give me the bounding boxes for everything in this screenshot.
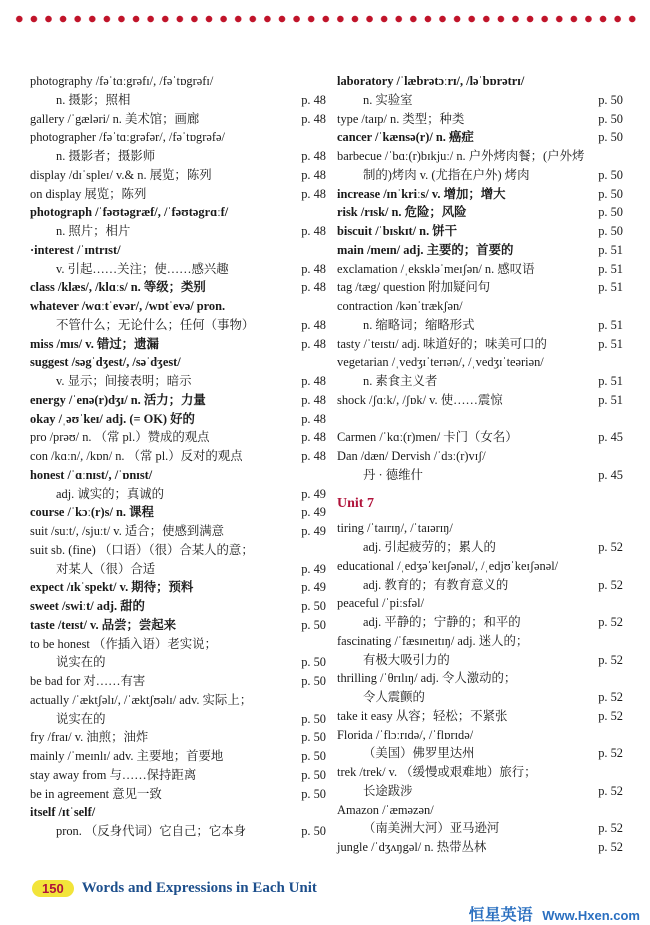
right-column [337, 72, 623, 857]
entry-text: 对某人（很）合适 [56, 561, 156, 576]
page-reference: p. 48 [301, 92, 326, 107]
entry-line [30, 447, 326, 466]
entry-text: peaceful /ˈpiːsfəl/ [337, 596, 425, 611]
entry-text: tiring /ˈtaɪrɪŋ/, /ˈtaɪərɪŋ/ [337, 521, 453, 536]
vocab-entry [30, 297, 326, 335]
entry-text: n. 缩略词；缩略形式 [363, 317, 475, 332]
entry-text: n. 摄影；照相 [56, 92, 131, 107]
page-reference: p. 48 [301, 111, 326, 126]
page-reference: p. 52 [598, 615, 623, 629]
entry-text: expect /ɪkˈspekt/ v. 期待；预料 [30, 580, 194, 595]
entry-line [30, 522, 326, 541]
entry-text: mainly /ˈmeɪnlɪ/ adv. 主要地；首要地 [30, 749, 224, 763]
entry-line [30, 635, 326, 654]
vocab-entry [337, 391, 623, 410]
entry-text: （南美洲大河）亚马逊河 [363, 821, 500, 836]
vocab-entry [30, 166, 326, 185]
entry-line [337, 241, 623, 260]
entry-text: photography /fəˈtɑːgrəfɪ/, /fəˈtɒgrəfɪ/ [30, 74, 214, 88]
entry-text: fry /fraɪ/ v. 油煎；油炸 [30, 730, 149, 745]
entry-text: tasty /ˈteɪstɪ/ adj. 味道好的；味美可口的 [337, 336, 547, 351]
entry-text: jungle /ˈdʒʌŋgəl/ n. 热带丛林 [337, 840, 487, 854]
vocab-entry [30, 785, 326, 804]
vocab-entry [30, 110, 326, 129]
vocab-entry [337, 128, 623, 147]
left-column [30, 72, 326, 841]
page-reference: p. 50 [301, 674, 326, 688]
vocab-entry [30, 578, 326, 597]
vocab-entry [337, 241, 623, 260]
page-reference: p. 50 [598, 167, 623, 182]
entry-text: （美国）佛罗里达州 [363, 746, 475, 761]
page-reference: p. 50 [301, 824, 326, 838]
page-reference: p. 50 [598, 205, 623, 220]
vocab-entry [337, 763, 623, 801]
entry-text: Dan /dæn/ Dervish /ˈdɜː(r)vɪʃ/ [337, 449, 486, 463]
page-reference: p. 48 [301, 430, 326, 445]
vocab-entry [30, 335, 326, 354]
vocab-entry [30, 728, 326, 747]
entry-text: on display 展览；陈列 [30, 186, 147, 201]
entry-line [337, 128, 623, 147]
entry-text: risk /rɪsk/ n. 危险；风险 [337, 205, 467, 220]
page-reference: p. 48 [301, 374, 326, 388]
entry-line [337, 147, 623, 166]
entry-line [337, 744, 623, 763]
entry-text: energy /ˈenə(r)dʒɪ/ n. 活力；力量 [30, 392, 206, 407]
entry-line [30, 597, 326, 616]
page-footer [32, 877, 317, 899]
entry-line [337, 316, 623, 335]
entry-line [30, 166, 326, 185]
entry-text: n. 实验室 [363, 92, 413, 107]
vocab-entry [30, 766, 326, 785]
page-reference: p. 50 [301, 617, 326, 632]
page-reference: p. 51 [598, 280, 623, 295]
entry-text: 制的)烤肉 v. (尤指在户外) 烤肉 [363, 167, 530, 182]
page-reference: p. 51 [598, 242, 623, 257]
entry-line [337, 726, 623, 745]
vocab-entry [337, 335, 623, 354]
entry-line [337, 466, 623, 485]
page-reference: p. 45 [598, 430, 623, 445]
vocab-entry [337, 278, 623, 297]
entry-text: biscuit /ˈbɪskɪt/ n. 饼干 [337, 224, 458, 238]
entry-line [337, 557, 623, 576]
entry-text: pro /prəʊ/ n. （常 pl.）赞成的观点 [30, 430, 210, 445]
entry-text: adj. 平静的；宁静的；和平的 [363, 615, 521, 629]
entry-line [337, 519, 623, 538]
vocab-entry [30, 691, 326, 729]
page-reference: p. 48 [301, 261, 326, 276]
page-reference: p. 50 [301, 655, 326, 670]
entry-line [30, 710, 326, 729]
entry-text: Florida /ˈflɔːrɪdə/, /ˈflɒrɪdə/ [337, 727, 474, 742]
vocab-entry [30, 522, 326, 541]
page-reference: p. 51 [598, 392, 623, 407]
entry-line [337, 651, 623, 670]
spacer [337, 410, 623, 429]
entry-line [30, 803, 326, 822]
vocab-entry [30, 597, 326, 616]
vocab-entry [337, 838, 623, 857]
entry-line [337, 203, 623, 222]
entry-line [30, 428, 326, 447]
entry-text: n. 摄影者；摄影师 [56, 149, 156, 163]
vocab-entry [30, 410, 326, 429]
entry-text: Carmen /ˈkɑː(r)men/ 卡门（女名） [337, 430, 518, 445]
entry-line [337, 278, 623, 297]
page-reference: p. 50 [301, 711, 326, 726]
page-reference: p. 50 [598, 224, 623, 238]
entry-line [30, 560, 326, 579]
page-reference: p. 50 [301, 599, 326, 613]
page-reference: p. 51 [598, 261, 623, 276]
entry-line [337, 707, 623, 726]
entry-line [30, 410, 326, 429]
vocab-entry [30, 672, 326, 691]
entry-line [30, 353, 326, 372]
page-reference: p. 49 [301, 524, 326, 538]
entry-line [337, 763, 623, 782]
page-reference: p. 50 [301, 767, 326, 782]
entry-text: laboratory /ˈlæbrətɔːrɪ/, /ləˈbɒrətrɪ/ [337, 74, 525, 88]
vocab-entry [30, 447, 326, 466]
page-reference: p. 52 [598, 746, 623, 761]
page-reference: p. 52 [598, 708, 623, 723]
entry-text: barbecue /ˈbɑː(r)bɪkjuː/ n. 户外烤肉餐；(户外烤 [337, 149, 585, 163]
entry-text: shock /ʃɑːk/, /ʃɒk/ v. 使……震惊 [337, 392, 503, 407]
entry-text: taste /teɪst/ v. 品尝；尝起来 [30, 617, 177, 632]
entry-line [30, 653, 326, 672]
page-reference: p. 52 [598, 652, 623, 667]
page-reference: p. 50 [301, 730, 326, 745]
entry-line [337, 447, 623, 466]
vocab-entry [337, 110, 623, 129]
page-reference: p. 51 [598, 317, 623, 332]
page-reference: p. 50 [301, 749, 326, 763]
entry-line [30, 541, 326, 560]
vocab-entry [337, 297, 623, 335]
page-reference: p. 48 [301, 411, 326, 426]
entry-text: increase /ɪnˈkriːs/ v. 增加；增大 [337, 186, 506, 201]
entry-line [30, 372, 326, 391]
entry-text: main /meɪn/ adj. 主要的；首要的 [337, 242, 514, 257]
vocab-entry [337, 447, 623, 485]
entry-line [337, 72, 623, 91]
entry-line [337, 185, 623, 204]
entry-text: display /dɪˈspleɪ/ v.& n. 展览；陈列 [30, 167, 212, 182]
entry-line [30, 503, 326, 522]
vocab-entry [30, 503, 326, 522]
entry-line [337, 91, 623, 110]
page-reference: p. 51 [598, 336, 623, 351]
entry-line [337, 335, 623, 354]
entry-line [337, 110, 623, 129]
vocab-entry [337, 353, 623, 391]
vocab-entry [337, 260, 623, 279]
entry-line [337, 594, 623, 613]
vocab-entry [337, 428, 623, 447]
entry-text: fascinating /ˈfæsɪneɪtɪŋ/ adj. 迷人的； [337, 633, 529, 648]
entry-line [30, 241, 326, 260]
entry-line [30, 728, 326, 747]
page-reference: p. 48 [301, 186, 326, 201]
entry-text: sweet /swiːt/ adj. 甜的 [30, 599, 145, 613]
vocab-entry [337, 594, 623, 632]
entry-text: adj. 引起疲劳的；累人的 [363, 540, 496, 554]
entry-text: photographer /fəˈtɑːgrəfər/, /fəˈtɒgrəfə/ [30, 130, 225, 145]
vocab-entry [30, 185, 326, 204]
vocab-entry [337, 632, 623, 670]
entry-text: class /klæs/, /klɑːs/ n. 等级；类别 [30, 280, 206, 295]
entry-line [30, 316, 326, 335]
page-reference: p. 52 [598, 577, 623, 592]
entry-text: course /ˈkɔː(r)s/ n. 课程 [30, 505, 154, 520]
page-reference: p. 49 [301, 505, 326, 520]
entry-line [30, 578, 326, 597]
entry-text: n. 素食主义者 [363, 374, 438, 388]
entry-line [337, 801, 623, 820]
entry-text: adj. 诚实的；真诚的 [56, 486, 165, 501]
page-reference: p. 48 [301, 280, 326, 295]
entry-line [30, 185, 326, 204]
entry-line [30, 335, 326, 354]
entry-text: photograph /ˈfəʊtəgræf/, /ˈfəʊtəgrɑːf/ [30, 205, 229, 220]
page-reference: p. 49 [301, 486, 326, 501]
page-reference: p. 50 [598, 111, 623, 126]
entry-text: 说实在的 [56, 711, 106, 726]
page-reference: p. 48 [301, 336, 326, 351]
entry-text: suit /suːt/, /sjuːt/ v. 适合；使感到满意 [30, 524, 225, 538]
entry-text: suggest /səgˈdʒest/, /səˈdʒest/ [30, 355, 181, 370]
entry-line [337, 669, 623, 688]
entry-line [337, 576, 623, 595]
vocab-entry [337, 185, 623, 204]
entry-line [337, 613, 623, 632]
vocab-entry [337, 72, 623, 110]
entry-text: tag /tæg/ question 附加疑问句 [337, 280, 491, 295]
entry-text: gallery /ˈgæləri/ n. 美术馆；画廊 [30, 111, 200, 126]
entry-text: to be honest （作插入语）老实说； [30, 636, 217, 651]
vocab-entry [30, 541, 326, 579]
page-reference: p. 52 [598, 840, 623, 854]
page-reference: p. 50 [598, 92, 623, 107]
entry-line [30, 297, 326, 316]
entry-text: ·interest /ˈɪntrɪst/ [30, 242, 121, 257]
entry-line [337, 538, 623, 557]
entry-text: adj. 教育的；有教育意义的 [363, 577, 509, 592]
entry-line [30, 110, 326, 129]
vocab-entry [30, 466, 326, 504]
entry-text: 有极大吸引力的 [363, 652, 450, 667]
page-reference: p. 48 [301, 392, 326, 407]
entry-line [30, 147, 326, 166]
page-reference: p. 52 [598, 821, 623, 836]
entry-text: 不管什么；无论什么；任何（事物） [56, 317, 255, 332]
entry-line [30, 72, 326, 91]
page-reference: p. 52 [598, 783, 623, 798]
entry-line [30, 766, 326, 785]
vocab-entry [30, 203, 326, 241]
entry-text: miss /mɪs/ v. 错过；遗漏 [30, 336, 159, 351]
entry-text: type /taɪp/ n. 类型；种类 [337, 111, 465, 126]
unit-heading: Unit 7 [337, 495, 374, 511]
vocab-entry [337, 557, 623, 595]
entry-text: suit sb. (fine) （口语）（很）合某人的意； [30, 542, 254, 557]
entry-text: itself /ɪtˈself/ [30, 805, 96, 820]
entry-text: exclamation /ˌekskləˈmeɪʃən/ n. 感叹语 [337, 261, 535, 276]
entry-line [337, 166, 623, 185]
entry-line [337, 782, 623, 801]
entry-text: v. 引起……关注；使……感兴趣 [56, 261, 229, 276]
entry-text: n. 照片；相片 [56, 224, 131, 238]
entry-line [337, 372, 623, 391]
vocab-entry [30, 241, 326, 279]
entry-text: honest /ˈɑːnɪst/, /ˈɒnɪst/ [30, 467, 153, 482]
page-reference: p. 51 [598, 374, 623, 388]
entry-line [337, 688, 623, 707]
entry-line [30, 203, 326, 222]
vocab-entry [337, 203, 623, 222]
vocab-entry [337, 726, 623, 764]
vocab-entry [30, 353, 326, 391]
entry-line [30, 466, 326, 485]
entry-text: actually /ˈæktʃəlɪ/, /ˈæktʃʊəlɪ/ adv. 实际上； [30, 692, 253, 707]
entry-line [30, 672, 326, 691]
vocab-entry [30, 128, 326, 166]
entry-line [30, 391, 326, 410]
vocab-entry [30, 616, 326, 635]
vocab-entry [30, 747, 326, 766]
entry-line [30, 822, 326, 841]
entry-line [30, 260, 326, 279]
entry-line [337, 632, 623, 651]
vocab-entry [30, 391, 326, 410]
watermark-brand: 恒星英语 [468, 907, 533, 924]
vocab-entry [30, 72, 326, 110]
entry-text: thrilling /ˈθrɪlɪŋ/ adj. 令人激动的； [337, 671, 517, 686]
page-reference: p. 48 [301, 317, 326, 332]
page-reference: p. 48 [301, 167, 326, 182]
decorative-dot-border [12, 14, 642, 24]
page-reference: p. 52 [598, 690, 623, 704]
watermark [469, 902, 640, 925]
page-reference: p. 48 [301, 224, 326, 238]
page-reference: p. 50 [301, 786, 326, 801]
entry-text: be bad for 对……有害 [30, 674, 146, 688]
entry-line [30, 785, 326, 804]
page-reference: p. 49 [301, 561, 326, 576]
page-reference: p. 48 [301, 449, 326, 463]
entry-line [30, 485, 326, 504]
entry-text: be in agreement 意见一致 [30, 786, 162, 801]
entry-line [337, 260, 623, 279]
vocab-entry [30, 428, 326, 447]
entry-line [337, 391, 623, 410]
page-reference: p. 48 [301, 149, 326, 163]
vocab-entry [30, 278, 326, 297]
entry-line [30, 616, 326, 635]
page-reference: p. 50 [598, 130, 623, 145]
entry-text: stay away from 与……保持距离 [30, 767, 197, 782]
entry-text: 丹 · 德维什 [363, 467, 423, 482]
vocab-entry [337, 222, 623, 241]
entry-text: cancer /ˈkænsə(r)/ n. 癌症 [337, 130, 474, 145]
vocab-entry [337, 669, 623, 707]
page-reference: p. 49 [301, 580, 326, 595]
entry-text: contraction /kənˈtrækʃən/ [337, 299, 463, 313]
vocab-entry [337, 519, 623, 557]
footer-title: Words and Expressions in Each Unit [81, 879, 317, 896]
entry-line [337, 353, 623, 372]
entry-line [337, 819, 623, 838]
entry-line [337, 838, 623, 857]
entry-text: educational /ˌedʒəˈkeɪʃənəl/, /ˌedjʊˈkeɪʃənəl/ [337, 558, 559, 573]
entry-line [337, 222, 623, 241]
entry-text: vegetarian /ˌvedʒɪˈterɪən/, /ˌvedʒɪˈteəriən/ [337, 355, 544, 370]
entry-text: 令人震颤的 [363, 690, 425, 704]
page-number-badge: 150 [32, 880, 74, 897]
entry-text: Amazon /ˈæməzən/ [337, 802, 434, 817]
entry-line [337, 297, 623, 316]
vocab-entry [30, 803, 326, 841]
entry-text: trek /trek/ v. （缓慢或艰难地）旅行； [337, 765, 537, 779]
entry-line [30, 91, 326, 110]
entry-line [30, 278, 326, 297]
vocab-entry [337, 147, 623, 185]
entry-text: 说实在的 [56, 655, 106, 670]
entry-text: 长途跋涉 [363, 783, 413, 798]
entry-text: okay /ˌəʊˈkeɪ/ adj. (= OK) 好的 [30, 411, 195, 426]
entry-text: take it easy 从容；轻松；不紧张 [337, 708, 508, 723]
entry-line [30, 691, 326, 710]
entry-line [30, 747, 326, 766]
watermark-url: Www.Hxen.com [542, 908, 640, 923]
entry-text: v. 显示；间接表明；暗示 [56, 374, 192, 388]
page-reference: p. 45 [598, 467, 623, 482]
entry-line [30, 222, 326, 241]
page-reference: p. 52 [598, 540, 623, 554]
entry-text: whatever /wɑːtˈevər/, /wɒtˈevə/ pron. [30, 299, 226, 313]
page-reference: p. 50 [598, 186, 623, 201]
vocab-entry [337, 707, 623, 726]
vocab-entry [30, 635, 326, 673]
entry-text: con /kɑːn/, /kɒn/ n. （常 pl.）反对的观点 [30, 449, 243, 463]
entry-text: pron. （反身代词）它自己；它本身 [56, 824, 246, 838]
vocab-entry [337, 801, 623, 839]
entry-line [337, 428, 623, 447]
entry-line [30, 128, 326, 147]
